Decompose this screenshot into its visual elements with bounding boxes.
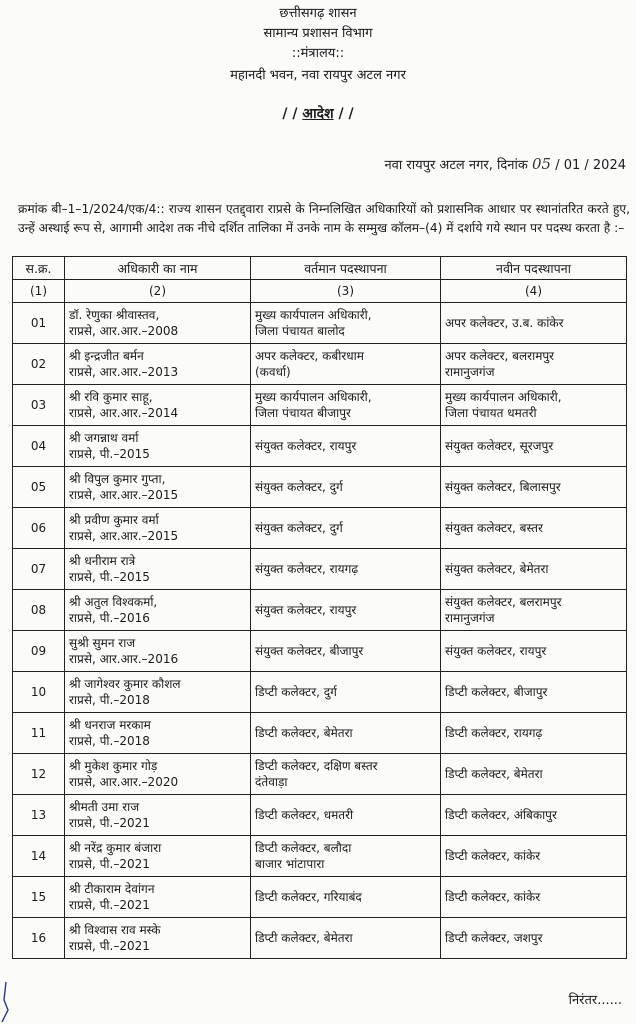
serial-number: 05 — [13, 467, 65, 508]
new-posting-cell — [441, 713, 627, 754]
new-posting-cell — [441, 385, 627, 426]
officer-service: राप्रसे, आर.आर.–2013 — [69, 365, 179, 379]
officer-service: राप्रसे, पी.–2021 — [69, 816, 150, 830]
current-posting-cell — [251, 467, 441, 508]
table-row — [13, 549, 627, 590]
current-posting-line2: जिला पंचायत बालोद — [255, 324, 345, 338]
new-posting-cell — [441, 754, 627, 795]
officer-service: राप्रसे, पी.–2018 — [69, 693, 150, 707]
officer-name: श्री इन्द्रजीत बर्मन — [69, 349, 144, 363]
officer-service: राप्रसे, पी.–2015 — [69, 570, 150, 584]
table-row — [13, 467, 627, 508]
current-posting-line1: संयुक्त कलेक्टर, बीजापुर — [255, 644, 364, 658]
officer-name: डॉ. रेणुका श्रीवास्तव, — [69, 308, 160, 322]
new-posting-line1: मुख्य कार्यपालन अधिकारी, — [445, 390, 562, 404]
serial-number: 01 — [13, 303, 65, 344]
current-posting-line1: डिप्टी कलेक्टर, बलौदा — [255, 841, 352, 855]
current-posting-line1: डिप्टी कलेक्टर, गरियाबंद — [255, 890, 362, 904]
officer-service: राप्रसे, आर.आर.–2016 — [69, 652, 179, 666]
new-posting-line1: डिप्टी कलेक्टर, अंबिकापुर — [445, 808, 557, 822]
officer-cell — [65, 877, 251, 918]
officer-service: राप्रसे, पी.–2018 — [69, 734, 150, 748]
table-row — [13, 836, 627, 877]
continued-note: निरंतर...... — [568, 993, 622, 1008]
serial-number: 04 — [13, 426, 65, 467]
officer-name: श्री रवि कुमार साहू, — [69, 390, 153, 404]
order-paragraph: क्रमांक बी–1–1/2024/एक/4:: राज्य शासन एतद्द्वारा राप्रसे के निम्नलिखित अधिकारियों को प्रशासनिक आधार पर स्थानांतरित करते हुए, उन्हें अस्थाई रूप से, आगामी आदेश तक नीचे दर्शित तालिका में उनके नाम के सम्मुख कॉलम–(4) में दर्शाये गये स्थान पर पदस्थ करता है :– — [18, 202, 630, 235]
officer-cell — [65, 426, 251, 467]
officer-cell — [65, 467, 251, 508]
officer-name: श्री धनीराम रात्रे — [69, 554, 136, 568]
current-posting-cell — [251, 549, 441, 590]
officer-name: श्री विपुल कुमार गुप्ता, — [69, 472, 166, 486]
officer-service: राप्रसे, पी.–2015 — [69, 447, 150, 461]
order-title-suffix: / / — [333, 106, 354, 122]
officer-service: राप्रसे, आर.आर.–2020 — [69, 775, 179, 789]
new-posting-cell — [441, 344, 627, 385]
column-number: (4) — [441, 280, 627, 303]
transfer-table — [12, 256, 627, 959]
current-posting-line2: बाजार भांटापारा — [255, 857, 325, 871]
header-new-posting: नवीन पदस्थापना — [441, 257, 627, 280]
header-ministry: ::मंत्रालय:: — [291, 46, 345, 61]
table-row — [13, 590, 627, 631]
current-posting-line2: (कवर्धा) — [255, 365, 291, 379]
current-posting-line1: डिप्टी कलेक्टर, धमतरी — [255, 808, 354, 822]
current-posting-line1: मुख्य कार्यपालन अधिकारी, — [255, 390, 372, 404]
officer-name: सुश्री सुमन राज — [69, 636, 136, 650]
serial-number: 15 — [13, 877, 65, 918]
new-posting-cell — [441, 918, 627, 959]
new-posting-cell — [441, 795, 627, 836]
new-posting-cell — [441, 672, 627, 713]
new-posting-line1: डिप्टी कलेक्टर, कांकेर — [445, 890, 541, 904]
officer-service: राप्रसे, पी.–2021 — [69, 857, 150, 871]
officer-name: श्री जागेश्वर कुमार कौशल — [69, 677, 181, 691]
header-officer-name: अधिकारी का नाम — [65, 257, 251, 280]
table-row — [13, 754, 627, 795]
current-posting-line1: संयुक्त कलेक्टर, रायगढ़ — [255, 562, 359, 576]
current-posting-cell — [251, 508, 441, 549]
new-posting-line1: संयुक्त कलेक्टर, रायपुर — [445, 644, 547, 658]
officer-name: श्रीमती उमा राज — [69, 800, 140, 814]
officer-cell — [65, 549, 251, 590]
officer-service: राप्रसे, पी.–2021 — [69, 939, 150, 953]
new-posting-line1: संयुक्त कलेक्टर, सूरजपुर — [445, 439, 554, 453]
officer-cell — [65, 508, 251, 549]
current-posting-line2: जिला पंचायत बीजापुर — [255, 406, 351, 420]
new-posting-line1: संयुक्त कलेक्टर, बलरामपुर — [445, 595, 562, 609]
current-posting-line1: डिप्टी कलेक्टर, बेमेतरा — [255, 931, 353, 945]
header-serial: स.क्र. — [13, 257, 65, 280]
new-posting-cell — [441, 877, 627, 918]
new-posting-cell — [441, 467, 627, 508]
table-row — [13, 795, 627, 836]
serial-number: 11 — [13, 713, 65, 754]
officer-service: राप्रसे, आर.आर.–2008 — [69, 324, 179, 338]
new-posting-line1: डिप्टी कलेक्टर, बीजापुर — [445, 685, 548, 699]
officer-cell — [65, 795, 251, 836]
pen-mark — [0, 980, 12, 1024]
current-posting-cell — [251, 713, 441, 754]
table-header-row — [13, 257, 627, 280]
order-title-text: आदेश — [302, 106, 334, 122]
new-posting-line2: जिला पंचायत धमतरी — [445, 406, 537, 420]
header-address: महानदी भवन, नवा रायपुर अटल नगर — [230, 68, 406, 83]
table-row — [13, 877, 627, 918]
current-posting-line2: दंतेवाड़ा — [255, 775, 288, 789]
officer-cell — [65, 713, 251, 754]
table-column-number-row — [13, 280, 627, 303]
order-title — [0, 104, 636, 123]
header-current-posting: वर्तमान पदस्थापना — [251, 257, 441, 280]
officer-service: राप्रसे, आर.आर.–2015 — [69, 488, 179, 502]
serial-number: 12 — [13, 754, 65, 795]
current-posting-line1: अपर कलेक्टर, कबीरधाम — [255, 349, 364, 363]
new-posting-line1: अपर कलेक्टर, उ.ब. कांकेर — [445, 316, 564, 330]
officer-cell — [65, 344, 251, 385]
table-row — [13, 385, 627, 426]
current-posting-cell — [251, 590, 441, 631]
column-number: (3) — [251, 280, 441, 303]
officer-name: श्री प्रवीण कुमार वर्मा — [69, 513, 159, 527]
new-posting-line1: संयुक्त कलेक्टर, बिलासपुर — [445, 480, 561, 494]
officer-name: श्री टीकाराम देवांगन — [69, 882, 155, 896]
current-posting-line1: डिप्टी कलेक्टर, दक्षिण बस्तर — [255, 759, 378, 773]
table-row — [13, 713, 627, 754]
officer-service: राप्रसे, पी.–2016 — [69, 611, 150, 625]
officer-cell — [65, 303, 251, 344]
current-posting-cell — [251, 754, 441, 795]
officer-cell — [65, 836, 251, 877]
officer-cell — [65, 631, 251, 672]
officer-cell — [65, 385, 251, 426]
officer-cell — [65, 590, 251, 631]
header-department: सामान्य प्रशासन विभाग — [263, 26, 373, 41]
new-posting-cell — [441, 303, 627, 344]
officer-service: राप्रसे, आर.आर.–2014 — [69, 406, 179, 420]
officer-name: श्री जगन्नाथ वर्मा — [69, 431, 139, 445]
new-posting-cell — [441, 426, 627, 467]
column-number: (1) — [13, 280, 65, 303]
date-day-handwritten: 05 — [531, 155, 552, 173]
serial-number: 08 — [13, 590, 65, 631]
table-row — [13, 344, 627, 385]
serial-number: 10 — [13, 672, 65, 713]
table-row — [13, 918, 627, 959]
officer-service: राप्रसे, पी.–2021 — [69, 898, 150, 912]
serial-number: 02 — [13, 344, 65, 385]
new-posting-line1: डिप्टी कलेक्टर, कांकेर — [445, 849, 541, 863]
officer-name: श्री मुकेश कुमार गोड़ — [69, 759, 158, 773]
current-posting-cell — [251, 303, 441, 344]
table-row — [13, 672, 627, 713]
new-posting-line1: संयुक्त कलेक्टर, बस्तर — [445, 521, 543, 535]
officer-name: श्री धनराज मरकाम — [69, 718, 151, 732]
officer-cell — [65, 918, 251, 959]
table-row — [13, 303, 627, 344]
current-posting-cell — [251, 795, 441, 836]
new-posting-line1: डिप्टी कलेक्टर, जशपुर — [445, 931, 543, 945]
current-posting-cell — [251, 836, 441, 877]
date-rest: / 01 / 2024 — [555, 158, 626, 173]
officer-name: श्री नरेंद्र कुमार बंजारा — [69, 841, 162, 855]
officer-service: राप्रसे, आर.आर.–2015 — [69, 529, 179, 543]
officer-name: श्री अतुल विश्वकर्मा, — [69, 595, 158, 609]
new-posting-line2: रामानुजगंज — [445, 611, 495, 625]
officer-cell — [65, 672, 251, 713]
current-posting-line1: संयुक्त कलेक्टर, दुर्ग — [255, 521, 343, 535]
current-posting-line1: संयुक्त कलेक्टर, दुर्ग — [255, 480, 343, 494]
table-row — [13, 631, 627, 672]
header-government: छत्तीसगढ़ शासन — [279, 6, 357, 21]
current-posting-line1: डिप्टी कलेक्टर, दुर्ग — [255, 685, 337, 699]
serial-number: 14 — [13, 836, 65, 877]
column-number: (2) — [65, 280, 251, 303]
serial-number: 09 — [13, 631, 65, 672]
current-posting-cell — [251, 344, 441, 385]
new-posting-line1: संयुक्त कलेक्टर, बेमेतरा — [445, 562, 549, 576]
serial-number: 13 — [13, 795, 65, 836]
current-posting-line1: संयुक्त कलेक्टर, रायपुर — [255, 603, 357, 617]
serial-number: 06 — [13, 508, 65, 549]
current-posting-line1: संयुक्त कलेक्टर, रायपुर — [255, 439, 357, 453]
new-posting-line2: रामानुजगंज — [445, 365, 495, 379]
current-posting-cell — [251, 918, 441, 959]
new-posting-cell — [441, 590, 627, 631]
new-posting-line1: डिप्टी कलेक्टर, बेमेतरा — [445, 767, 543, 781]
table-row — [13, 508, 627, 549]
current-posting-cell — [251, 385, 441, 426]
serial-number: 16 — [13, 918, 65, 959]
serial-number: 03 — [13, 385, 65, 426]
officer-cell — [65, 754, 251, 795]
table-row — [13, 426, 627, 467]
current-posting-line1: डिप्टी कलेक्टर, बेमेतरा — [255, 726, 353, 740]
current-posting-line1: मुख्य कार्यपालन अधिकारी, — [255, 308, 372, 322]
current-posting-cell — [251, 631, 441, 672]
new-posting-line1: डिप्टी कलेक्टर, रायगढ़ — [445, 726, 543, 740]
current-posting-cell — [251, 877, 441, 918]
current-posting-cell — [251, 426, 441, 467]
new-posting-cell — [441, 836, 627, 877]
current-posting-cell — [251, 672, 441, 713]
new-posting-cell — [441, 549, 627, 590]
order-title-prefix: / / — [282, 106, 303, 122]
new-posting-cell — [441, 631, 627, 672]
date-line — [384, 155, 626, 173]
new-posting-cell — [441, 508, 627, 549]
officer-name: श्री विश्वास राव मस्के — [69, 923, 161, 937]
new-posting-line1: अपर कलेक्टर, बलरामपुर — [445, 349, 555, 363]
serial-number: 07 — [13, 549, 65, 590]
date-place: नवा रायपुर अटल नगर, दिनांक — [384, 158, 528, 173]
